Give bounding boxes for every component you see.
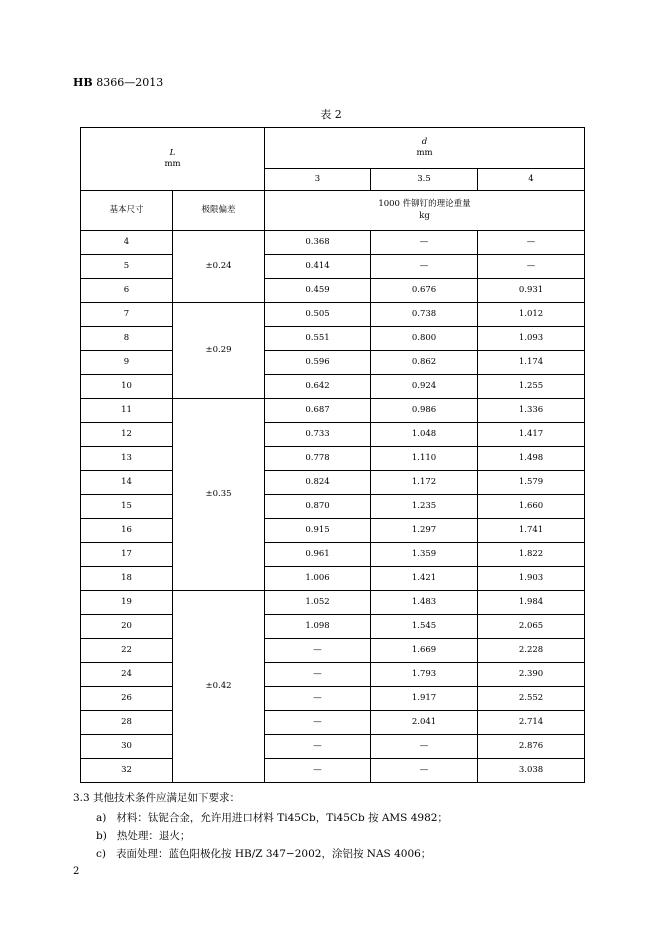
basic-size-cell: 6 — [81, 279, 173, 303]
table-row — [81, 567, 585, 591]
basic-size-cell: 7 — [81, 303, 173, 327]
basic-size-cell: 14 — [81, 471, 173, 495]
weight-cell: 1.110 — [371, 447, 478, 471]
weight-cell: 1.297 — [371, 519, 478, 543]
weight-cell: 1.822 — [478, 543, 585, 567]
weight-cell: 1.498 — [478, 447, 585, 471]
table-row — [81, 423, 585, 447]
basic-size-cell: 10 — [81, 375, 173, 399]
basic-size-cell: 22 — [81, 639, 173, 663]
weight-cell: 0.368 — [265, 231, 371, 255]
weight-cell: 0.687 — [265, 399, 371, 423]
weight-cell: 0.551 — [265, 327, 371, 351]
weight-cell: 0.800 — [371, 327, 478, 351]
weight-cell: 0.676 — [371, 279, 478, 303]
table-row — [81, 759, 585, 783]
tolerance-cell: ±0.24 — [173, 231, 265, 303]
weight-cell: — — [371, 231, 478, 255]
document-code — [73, 76, 163, 89]
weight-cell: 1.660 — [478, 495, 585, 519]
header-length — [81, 128, 265, 191]
weight-cell: — — [265, 663, 371, 687]
weight-cell: 1.421 — [371, 567, 478, 591]
document-code-prefix: HB — [73, 76, 93, 89]
weight-cell: 1.052 — [265, 591, 371, 615]
weight-cell: 2.390 — [478, 663, 585, 687]
weight-cell: 1.006 — [265, 567, 371, 591]
weight-cell: 0.931 — [478, 279, 585, 303]
table-row — [81, 639, 585, 663]
table-row — [81, 303, 585, 327]
weight-unit: kg — [419, 210, 430, 221]
weight-cell: 0.733 — [265, 423, 371, 447]
weight-cell: 0.824 — [265, 471, 371, 495]
table-row — [81, 375, 585, 399]
list-text: 表面处理：蓝色阳极化按 HB/Z 347−2002，涂铝按 NAS 4006； — [116, 848, 432, 860]
weight-cell: 0.778 — [265, 447, 371, 471]
weight-cell: 0.862 — [371, 351, 478, 375]
weight-cell: — — [371, 735, 478, 759]
weight-cell: 2.876 — [478, 735, 585, 759]
diameter-symbol: d — [421, 136, 428, 147]
weight-cell: 0.986 — [371, 399, 478, 423]
header-weight — [265, 191, 585, 231]
weight-cell: 1.359 — [371, 543, 478, 567]
weight-cell: 1.255 — [478, 375, 585, 399]
table-caption: 表 2 — [320, 108, 342, 121]
basic-size-cell: 17 — [81, 543, 173, 567]
weight-cell: 2.041 — [371, 711, 478, 735]
tolerance-cell: ±0.29 — [173, 303, 265, 399]
table-row — [81, 711, 585, 735]
weight-cell: 1.793 — [371, 663, 478, 687]
basic-size-cell: 18 — [81, 567, 173, 591]
weight-cell: 0.414 — [265, 255, 371, 279]
basic-size-cell: 28 — [81, 711, 173, 735]
list-text: 热处理：退火； — [116, 830, 191, 842]
basic-size-cell: 20 — [81, 615, 173, 639]
weight-cell: — — [265, 711, 371, 735]
basic-size-cell: 24 — [81, 663, 173, 687]
table-row — [81, 735, 585, 759]
basic-size-cell: 30 — [81, 735, 173, 759]
diameter-value: 4 — [478, 169, 585, 191]
diameter-value: 3.5 — [371, 169, 478, 191]
weight-cell: 2.065 — [478, 615, 585, 639]
weight-cell: 1.048 — [371, 423, 478, 447]
weight-cell: 1.741 — [478, 519, 585, 543]
table-row — [81, 255, 585, 279]
document-code-number: 8366—2013 — [92, 76, 164, 89]
weight-cell: 0.924 — [371, 375, 478, 399]
list-text: 材料：钛铌合金，允许用进口材料 Ti45Cb，Ti45Cb 按 AMS 4982； — [116, 812, 448, 824]
table-row — [81, 591, 585, 615]
weight-cell: — — [265, 639, 371, 663]
table-row — [81, 399, 585, 423]
basic-size-cell: 12 — [81, 423, 173, 447]
weight-label: 1000 件铆钉的理论重量 — [378, 199, 471, 210]
weight-cell: — — [478, 231, 585, 255]
weight-cell: 0.596 — [265, 351, 371, 375]
header-tolerance: 极限偏差 — [173, 191, 265, 231]
rivet-weight-table — [80, 127, 585, 783]
weight-cell: 1.579 — [478, 471, 585, 495]
tolerance-cell: ±0.42 — [173, 591, 265, 783]
section-heading: 3.3 其他技术条件应满足如下要求： — [73, 792, 241, 804]
basic-size-cell: 11 — [81, 399, 173, 423]
weight-cell: 0.642 — [265, 375, 371, 399]
weight-cell: 2.228 — [478, 639, 585, 663]
weight-cell: 1.098 — [265, 615, 371, 639]
header-basic-size: 基本尺寸 — [81, 191, 173, 231]
list-marker: c) — [96, 848, 106, 860]
weight-cell: 1.483 — [371, 591, 478, 615]
weight-cell: 2.552 — [478, 687, 585, 711]
weight-cell: — — [371, 255, 478, 279]
table-row — [81, 543, 585, 567]
list-marker: b) — [96, 830, 107, 842]
list-item — [96, 810, 448, 825]
weight-cell: 1.336 — [478, 399, 585, 423]
table-row — [81, 615, 585, 639]
weight-cell: — — [478, 255, 585, 279]
table-row — [81, 471, 585, 495]
weight-cell: 0.505 — [265, 303, 371, 327]
list-item — [96, 828, 190, 843]
weight-cell: 1.545 — [371, 615, 478, 639]
basic-size-cell: 8 — [81, 327, 173, 351]
basic-size-cell: 19 — [81, 591, 173, 615]
weight-cell: — — [265, 759, 371, 783]
table-row — [81, 447, 585, 471]
basic-size-cell: 26 — [81, 687, 173, 711]
weight-cell: — — [265, 735, 371, 759]
table-row — [81, 327, 585, 351]
tolerance-cell: ±0.35 — [173, 399, 265, 591]
diameter-unit: mm — [416, 148, 433, 158]
length-symbol: L — [169, 147, 176, 158]
basic-size-cell: 16 — [81, 519, 173, 543]
page-number: 2 — [73, 866, 80, 877]
basic-size-cell: 13 — [81, 447, 173, 471]
weight-cell: — — [371, 759, 478, 783]
basic-size-cell: 15 — [81, 495, 173, 519]
header-diameter — [265, 128, 585, 169]
weight-cell: 3.038 — [478, 759, 585, 783]
weight-cell: 1.903 — [478, 567, 585, 591]
weight-cell: — — [265, 687, 371, 711]
basic-size-cell: 4 — [81, 231, 173, 255]
weight-cell: 1.093 — [478, 327, 585, 351]
weight-cell: 1.917 — [371, 687, 478, 711]
basic-size-cell: 5 — [81, 255, 173, 279]
table-row — [81, 351, 585, 375]
weight-cell: 1.012 — [478, 303, 585, 327]
weight-cell: 1.172 — [371, 471, 478, 495]
weight-cell: 0.870 — [265, 495, 371, 519]
basic-size-cell: 32 — [81, 759, 173, 783]
weight-cell: 0.459 — [265, 279, 371, 303]
table-row — [81, 519, 585, 543]
diameter-value: 3 — [265, 169, 371, 191]
weight-cell: 1.669 — [371, 639, 478, 663]
table-row — [81, 663, 585, 687]
length-unit: mm — [164, 159, 181, 169]
weight-cell: 2.714 — [478, 711, 585, 735]
table-row — [81, 495, 585, 519]
weight-cell: 0.738 — [371, 303, 478, 327]
weight-cell: 0.961 — [265, 543, 371, 567]
weight-cell: 0.915 — [265, 519, 371, 543]
weight-cell: 1.417 — [478, 423, 585, 447]
basic-size-cell: 9 — [81, 351, 173, 375]
weight-cell: 1.984 — [478, 591, 585, 615]
table-row — [81, 687, 585, 711]
table-row — [81, 231, 585, 255]
weight-cell: 1.174 — [478, 351, 585, 375]
table-row — [81, 279, 585, 303]
list-item — [96, 846, 431, 861]
weight-cell: 1.235 — [371, 495, 478, 519]
list-marker: a) — [96, 812, 107, 824]
